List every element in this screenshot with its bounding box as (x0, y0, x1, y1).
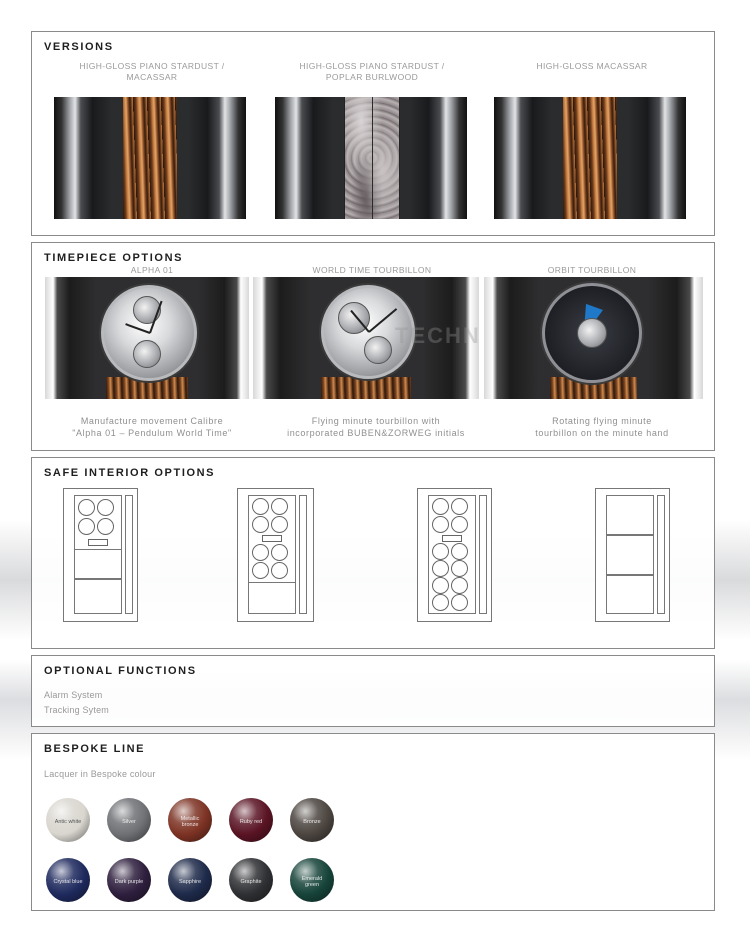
timepiece-description: Manufacture movement Calibre "Alpha 01 – Pendulum World Time" (72, 416, 232, 438)
watermark-text: TECHN (395, 323, 481, 348)
timepiece-name: ORBIT TOURBILLON (547, 265, 637, 275)
color-swatch (290, 798, 334, 842)
timepiece-title: TIMEPIECE OPTIONS (44, 252, 184, 264)
color-swatch (107, 858, 151, 902)
version-caption: HIGH-GLOSS MACASSAR (536, 61, 648, 71)
safe-layout-drawers-only (595, 488, 670, 622)
timepiece-name: WORLD TIME TOURBILLON (312, 265, 432, 275)
optional-item-tracking: Tracking Sytem (44, 705, 109, 715)
optional-item-alarm: Alarm System (44, 690, 103, 700)
bespoke-line-section (31, 733, 715, 911)
safe-layout-4-winders (63, 488, 138, 622)
bespoke-subtitle: Lacquer in Bespoke colour (44, 769, 156, 779)
color-swatch-label: Crystal blue (53, 878, 83, 885)
safe-layout-8-winders (237, 488, 314, 622)
timepiece-description: Flying minute tourbillon with incorporated BUBEN&ZORWEG initials (287, 416, 465, 438)
color-swatch (229, 858, 273, 902)
timepiece-image-orbit-tourbillon (484, 277, 703, 399)
color-swatch-label: Graphite (240, 878, 262, 885)
bespoke-line-title: BESPOKE LINE (44, 743, 146, 755)
color-swatch (46, 858, 90, 902)
timepiece-name: ALPHA 01 (130, 265, 174, 275)
versions-title: VERSIONS (44, 41, 114, 53)
safe-interior-title: SAFE INTERIOR OPTIONS (44, 467, 216, 479)
optional-functions-section (31, 655, 715, 727)
version-caption: HIGH-GLOSS PIANO STARDUST / POPLAR BURLWOOD (299, 61, 445, 82)
safe-interior-section (31, 457, 715, 649)
color-swatch-label: Dark purple (114, 878, 144, 885)
color-swatch-label: Silver (122, 818, 136, 825)
timepiece-image-alpha-01 (45, 277, 249, 399)
versions-section (31, 31, 715, 236)
color-swatch (229, 798, 273, 842)
color-swatch-label: Bronze (303, 818, 321, 825)
version-image-burlwood (275, 97, 467, 219)
version-image-high-gloss-macassar (494, 97, 686, 219)
color-swatch (168, 858, 212, 902)
color-swatch (290, 858, 334, 902)
color-swatch-label: Metallic bronze (180, 815, 200, 828)
safe-layout-12-winders (417, 488, 492, 622)
timepiece-section (31, 242, 715, 451)
color-swatch (107, 798, 151, 842)
color-swatch-label: Sapphire (178, 878, 202, 885)
timepiece-description: Rotating flying minute tourbillon on the minute hand (535, 416, 669, 438)
color-swatch-label: Ruby red (239, 818, 263, 825)
version-caption: HIGH-GLOSS PIANO STARDUST / MACASSAR (79, 61, 225, 82)
version-image-macassar (54, 97, 246, 219)
color-swatch-label: Antic white (54, 818, 82, 825)
color-swatch-label: Emerald green (301, 875, 323, 888)
clock-dial (542, 283, 642, 383)
color-swatch (168, 798, 212, 842)
clock-dial (101, 285, 197, 381)
optional-functions-title: OPTIONAL FUNCTIONS (44, 665, 197, 677)
color-swatch (46, 798, 90, 842)
